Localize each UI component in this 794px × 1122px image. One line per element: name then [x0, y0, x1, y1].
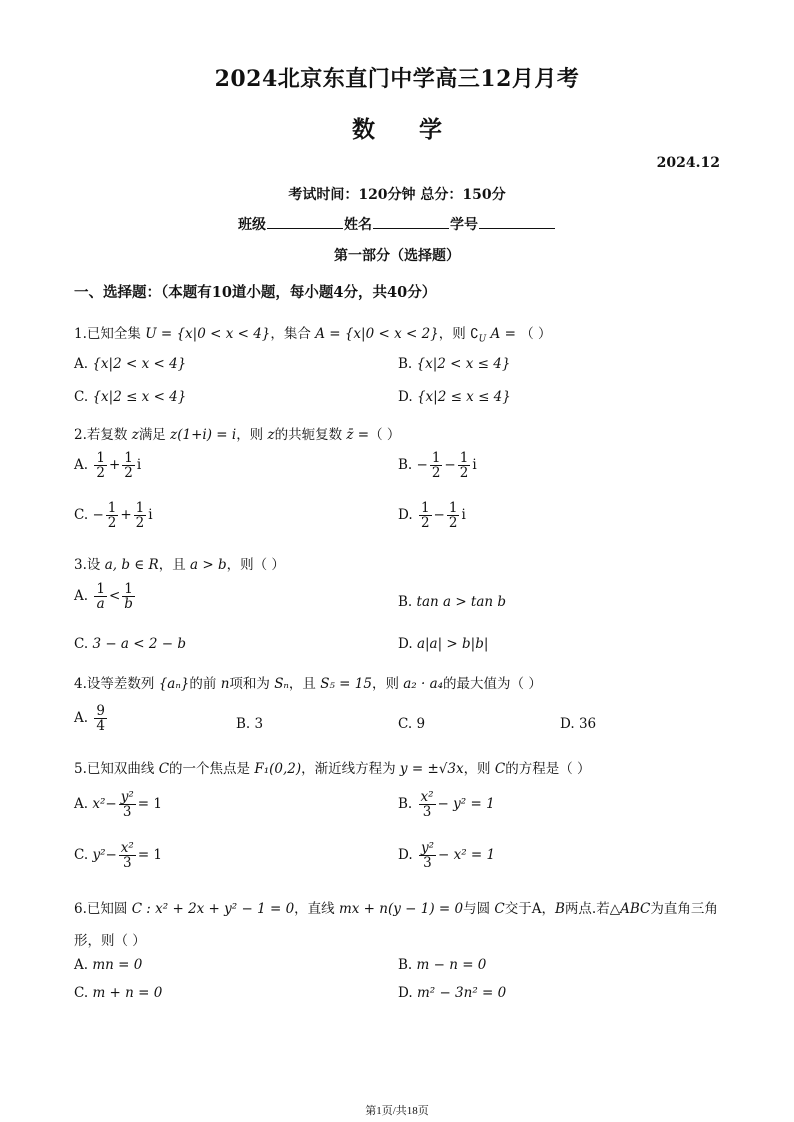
subject-char-2: 学 [419, 116, 442, 143]
fraction [122, 582, 135, 611]
option-text: {x|2 < x ≤ 4} [416, 356, 511, 372]
q2-option-d[interactable] [398, 501, 466, 530]
math-expr: A = {x|0 < x < 2} [315, 326, 439, 342]
question-3 [74, 553, 285, 573]
option-label: D. [398, 985, 413, 1001]
numerator: y² [420, 840, 434, 856]
math-expr: − y² = 1 [437, 796, 495, 813]
q6-option-d[interactable] [398, 985, 506, 1001]
question-text: ，渐近线方程为 [301, 761, 396, 777]
option-label: C. [74, 636, 89, 652]
fraction [419, 501, 432, 530]
numerator: y² [120, 789, 134, 805]
question-text: 已知圆 [86, 901, 128, 917]
math-sub: U [478, 334, 487, 345]
q5-option-a[interactable] [74, 790, 162, 819]
denominator: 2 [135, 515, 145, 532]
fraction [458, 451, 471, 480]
numerator: 1 [124, 450, 133, 466]
denominator: 2 [431, 465, 441, 482]
q2-option-a[interactable] [74, 451, 141, 480]
math-expr: a, b ∈ R [104, 557, 159, 573]
denominator: a [96, 596, 105, 613]
math-expr: C : x² + 2x + y² − 1 = 0 [131, 901, 295, 917]
option-text: mn = 0 [92, 957, 143, 973]
fraction [122, 451, 135, 480]
math-expr: mx + n(y − 1) = 0 [338, 901, 464, 917]
imaginary-unit: i [148, 507, 153, 524]
question-4 [74, 672, 542, 692]
q2-option-c[interactable] [74, 501, 153, 530]
math-expr: S₅ = 15 [320, 676, 372, 692]
exam-date: 2024.12 [656, 155, 720, 171]
question-text: 已知全集 [86, 326, 141, 342]
subject-char-1: 数 [352, 116, 375, 143]
fraction [419, 841, 436, 870]
option-label: A. [74, 957, 89, 973]
option-label: C. [74, 847, 89, 864]
student-id-blank[interactable] [479, 214, 555, 229]
option-text: a|a| > b|b| [416, 636, 489, 652]
q6-option-c[interactable] [74, 985, 162, 1001]
math-expr: C [494, 761, 506, 777]
question-text: ，则（ ） [226, 557, 285, 573]
q3-option-c[interactable] [74, 636, 186, 652]
question-text: 两点.若 [564, 901, 610, 917]
question-text: 的前 [189, 676, 217, 692]
option-label: A. [74, 356, 89, 372]
option-label: B. [398, 957, 413, 973]
q1-option-a[interactable] [74, 356, 186, 372]
q1-option-b[interactable] [398, 356, 510, 372]
denominator: 2 [459, 465, 469, 482]
option-label: D. [560, 716, 575, 732]
math-expr: A = [490, 326, 516, 342]
imaginary-unit: i [472, 457, 477, 474]
math-expr: y² [92, 847, 106, 864]
question-2 [74, 423, 400, 443]
option-label: A. [74, 796, 89, 813]
math-expr: n [220, 676, 230, 692]
q4-option-c[interactable] [398, 716, 425, 732]
operator: − [433, 507, 445, 524]
part-heading: 第一部分（选择题） [334, 248, 460, 264]
exam-info: 考试时间：120分钟 总分：150分 [288, 187, 506, 203]
question-number: 2. [74, 427, 87, 443]
option-text: {x|2 ≤ x ≤ 4} [416, 389, 511, 405]
student-id-label: 学号 [450, 217, 478, 233]
subject-heading [0, 111, 794, 144]
math-expr: △ABC [609, 901, 651, 917]
class-label: 班级 [238, 217, 266, 233]
numerator: 1 [96, 581, 105, 597]
denominator: 3 [422, 804, 432, 821]
denominator: 3 [123, 855, 132, 872]
option-text: tan a > tan b [416, 594, 507, 610]
page-footer: 第1页/共18页 [365, 1105, 429, 1117]
math-expr: = 1 [137, 847, 163, 864]
option-label: D. [398, 507, 413, 524]
denominator: 2 [107, 515, 117, 532]
numerator: 1 [431, 450, 441, 466]
denominator: 2 [96, 465, 105, 482]
exam-title: 2024北京东直门中学高三12月月考 [214, 66, 580, 92]
question-text: 已知双曲线 [86, 761, 155, 777]
numerator: x² [120, 840, 134, 856]
numerator: 1 [448, 500, 458, 516]
question-text: 项和为 [229, 676, 270, 692]
fraction [94, 582, 107, 611]
question-6 [74, 897, 718, 917]
fraction [119, 790, 136, 819]
option-label: B. [398, 594, 413, 610]
question-1 [74, 322, 552, 345]
option-label: A. [74, 588, 89, 605]
math-expr: − x² = 1 [437, 847, 496, 864]
option-label: C. [74, 389, 89, 405]
question-text: ，则 [236, 427, 264, 443]
q1-option-d[interactable] [398, 389, 511, 405]
section-heading: 一、选择题：（本题有10道小题，每小题4分，共40分） [74, 284, 437, 301]
q5-option-b[interactable] [398, 790, 495, 819]
question-text: 与圆 [463, 901, 491, 917]
option-label: A. [74, 457, 89, 474]
numerator: 1 [420, 500, 430, 516]
operator: − [105, 796, 117, 813]
denominator: 4 [96, 718, 105, 735]
imaginary-unit: i [136, 457, 142, 474]
question-number: 3. [74, 557, 87, 573]
option-text: 36 [578, 716, 597, 732]
question-text: 的一个焦点是 [169, 761, 251, 777]
question-text: 若复数 [86, 427, 128, 443]
numerator: 9 [96, 703, 105, 719]
math-expr: B [555, 901, 565, 917]
q4-option-b[interactable] [236, 716, 263, 732]
question-5 [74, 757, 591, 777]
option-text: m − n = 0 [416, 957, 487, 973]
q4-option-d[interactable] [560, 716, 596, 732]
imaginary-unit: i [461, 507, 466, 524]
question-text: 的最大值为（ ） [443, 676, 542, 692]
math-expr: a₂ · a₄ [403, 676, 444, 692]
math-expr: U = {x|0 < x < 4} [145, 326, 271, 342]
question-text: ，则 [438, 326, 466, 342]
option-text: {x|2 ≤ x < 4} [92, 389, 187, 405]
operator: − [105, 847, 117, 864]
math-expr: z̄ = [346, 427, 370, 443]
answer-paren: （ ） [520, 326, 552, 342]
operator: − [92, 507, 104, 524]
question-number: 6. [74, 901, 87, 917]
option-label: D. [398, 847, 413, 864]
student-fields [0, 214, 794, 234]
math-expr: C [158, 761, 170, 777]
option-label: C. [74, 985, 89, 1001]
question-text: 满足 [138, 427, 166, 443]
q3-option-d[interactable] [398, 636, 488, 652]
math-expr: a > b [190, 557, 227, 573]
complement-symbol: ∁ [470, 326, 479, 342]
math-expr: z [267, 427, 275, 443]
option-text: m + n = 0 [92, 985, 163, 1001]
option-label: A. [74, 710, 89, 727]
answer-paren: （ ） [369, 427, 401, 443]
denominator: 3 [122, 804, 132, 821]
q1-option-c[interactable] [74, 389, 186, 405]
question-text: 为直角三角 [650, 901, 718, 917]
fraction [106, 501, 119, 530]
question-text: 的方程是（ ） [505, 761, 591, 777]
question-text: 交于 [504, 901, 532, 917]
option-label: C. [74, 507, 89, 524]
name-blank[interactable] [373, 214, 449, 229]
fraction [94, 704, 107, 733]
question-text: ，且 [158, 557, 186, 573]
option-label: B. [236, 716, 251, 732]
denominator: b [124, 596, 133, 613]
complement-expr [470, 326, 516, 345]
denominator: 2 [420, 515, 430, 532]
question-text: ， [541, 901, 555, 917]
question-text: 设 [86, 557, 101, 573]
numerator: 1 [135, 500, 145, 516]
math-expr: Sₙ [274, 676, 289, 692]
question-number: 5. [74, 761, 87, 777]
math-expr: C [494, 901, 505, 917]
option-label: D. [398, 636, 413, 652]
q6-option-a[interactable] [74, 957, 142, 973]
question-text: ，直线 [294, 901, 335, 917]
numerator: 1 [96, 450, 105, 466]
fraction [447, 501, 460, 530]
question-text: 的共轭复数 [274, 427, 343, 443]
q3-option-a[interactable] [74, 582, 137, 611]
q3-option-b[interactable] [398, 594, 506, 610]
option-label: D. [398, 389, 413, 405]
q2-option-b[interactable] [398, 451, 477, 480]
question-text: ，则 [463, 761, 491, 777]
question-number: 4. [74, 676, 87, 692]
math-expr: z [131, 427, 139, 443]
q4-option-a[interactable] [74, 704, 109, 733]
question-6-line-2: 形，则（ ） [74, 933, 146, 949]
operator: + [120, 507, 132, 524]
question-number: 1. [74, 326, 87, 342]
question-text: ，且 [288, 676, 316, 692]
option-label: B. [398, 457, 413, 474]
operator: − [444, 457, 456, 474]
numerator: 1 [107, 500, 117, 516]
option-label: B. [398, 356, 413, 372]
math-expr: {aₙ} [158, 676, 190, 692]
operator: < [108, 588, 121, 605]
question-text: 设等差数列 [86, 676, 155, 692]
question-text: ，则 [371, 676, 399, 692]
math-expr: z(1+i) = i [170, 427, 237, 443]
numerator: x² [420, 789, 434, 805]
option-text: 3 [254, 716, 264, 732]
q5-option-c[interactable] [74, 841, 162, 870]
fraction [94, 451, 107, 480]
option-text: 9 [416, 716, 426, 732]
denominator: 3 [423, 855, 432, 872]
operator: + [108, 457, 121, 474]
fraction [430, 451, 443, 480]
option-text: {x|2 < x < 4} [92, 356, 187, 372]
option-text: 3 − a < 2 − b [92, 636, 186, 652]
option-label: C. [398, 716, 413, 732]
denominator: 2 [124, 465, 133, 482]
q5-option-d[interactable] [398, 841, 495, 870]
numerator: 1 [459, 450, 469, 466]
operator: − [416, 457, 428, 474]
fraction [134, 501, 147, 530]
name-label: 姓名 [344, 217, 372, 233]
denominator: 2 [448, 515, 458, 532]
numerator: 1 [124, 581, 133, 597]
class-blank[interactable] [267, 214, 343, 229]
math-expr: F₁(0,2) [254, 761, 302, 777]
math-expr: = 1 [137, 796, 162, 813]
math-expr: x² [92, 796, 106, 813]
option-label: B. [398, 796, 413, 813]
fraction [419, 790, 436, 819]
question-text: ，集合 [270, 326, 311, 342]
option-text: m² − 3n² = 0 [416, 985, 507, 1001]
math-expr: y = ±√3x [399, 761, 464, 777]
q6-option-b[interactable] [398, 957, 486, 973]
fraction [119, 841, 136, 870]
math-expr: A [531, 901, 542, 917]
